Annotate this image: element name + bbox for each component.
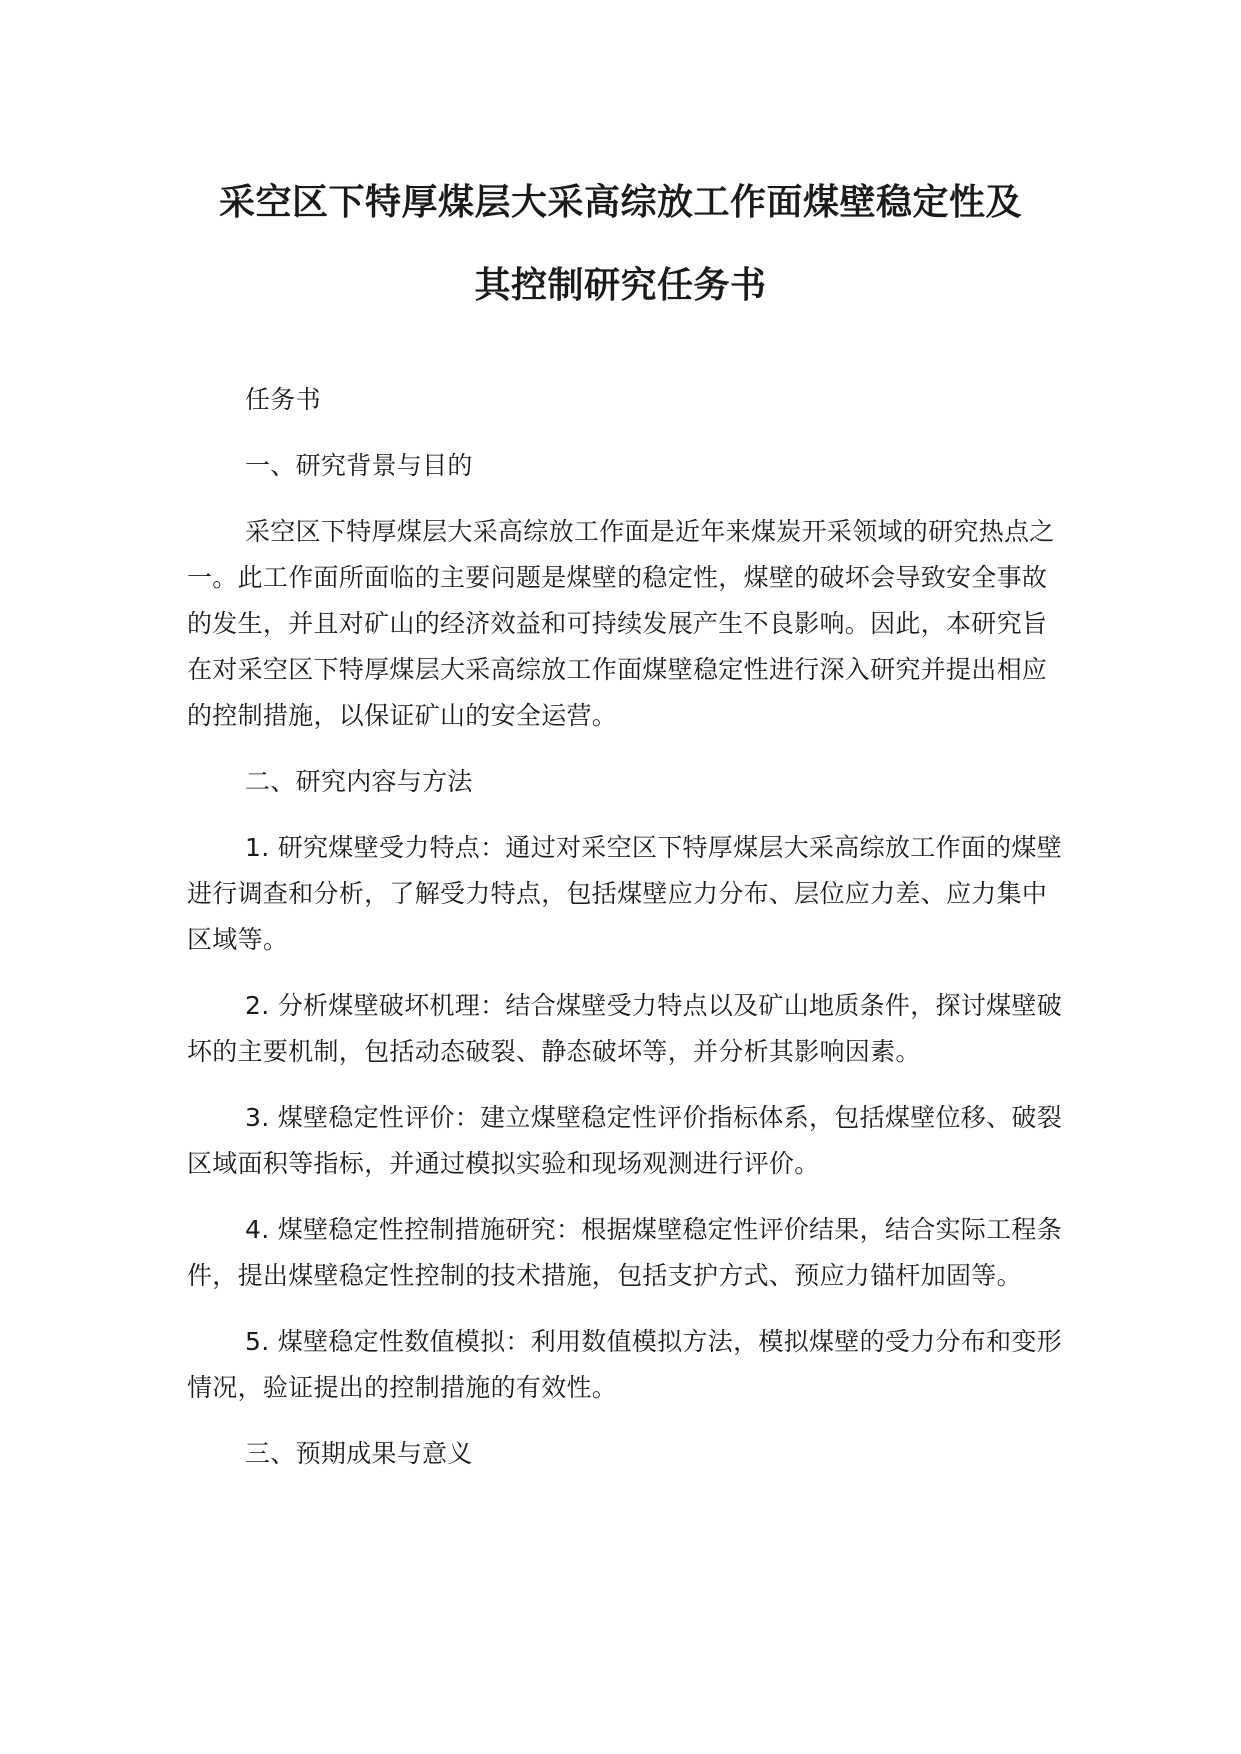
section-heading-1: 一、研究背景与目的 <box>245 451 473 480</box>
list-item-5: 5. 煤壁稳定性数值模拟：利用数值模拟方法，模拟煤壁的受力分布和变形情况，验证提出的控制措施的有效性。 <box>187 1327 1063 1402</box>
list-item-3: 3. 煤壁稳定性评价：建立煤壁稳定性评价指标体系，包括煤壁位移、破裂区域面积等指标，并通过模拟实验和现场观测进行评价。 <box>187 1103 1063 1178</box>
list-item-2: 2. 分析煤壁破坏机理：结合煤壁受力特点以及矿山地质条件，探讨煤壁破坏的主要机制，包括动态破裂、静态破坏等，并分析其影响因素。 <box>187 991 1063 1066</box>
paragraph-background: 采空区下特厚煤层大采高综放工作面是近年来煤炭开采领域的研究热点之一。此工作面所面临的主要问题是煤壁的稳定性，煤壁的破坏会导致安全事故的发生，并且对矿山的经济效益和可持续发展产生不良影响。因此，本研究旨在对采空区下特厚煤层大采高综放工作面煤壁稳定性进行深入研究并提出相应的控制措施，以保证矿山的安全运营。 <box>187 517 1055 730</box>
section-heading-3: 三、预期成果与意义 <box>245 1439 473 1468</box>
section-heading-2: 二、研究内容与方法 <box>245 767 473 796</box>
list-item-4: 4. 煤壁稳定性控制措施研究：根据煤壁稳定性评价结果，结合实际工程条件，提出煤壁稳定性控制的技术措施，包括支护方式、预应力锚杆加固等。 <box>187 1215 1063 1290</box>
list-item-1: 1. 研究煤壁受力特点：通过对采空区下特厚煤层大采高综放工作面的煤壁进行调查和分析，了解受力特点，包括煤壁应力分布、层位应力差、应力集中区域等。 <box>187 833 1063 954</box>
document-body <box>187 377 1067 1497</box>
document-title-line-2: 其控制研究任务书 <box>474 265 767 306</box>
document-title-line-1: 采空区下特厚煤层大采高综放工作面煤壁稳定性及 <box>218 182 1022 223</box>
section-label: 任务书 <box>245 385 321 414</box>
